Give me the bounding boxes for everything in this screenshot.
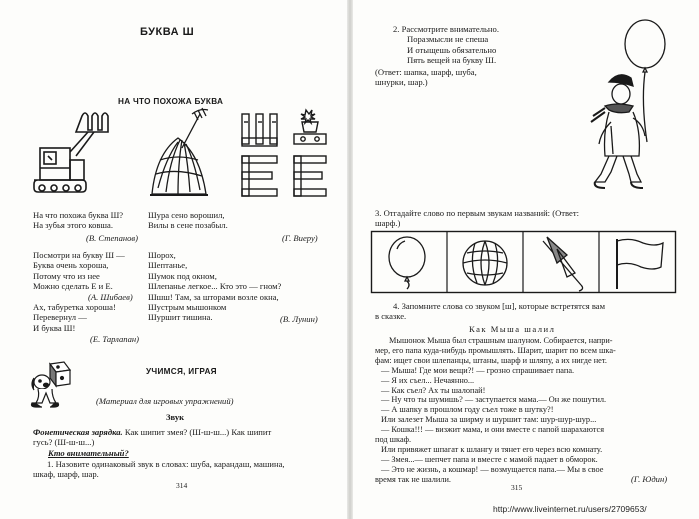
- story-title: Как Мыша шалил: [469, 324, 556, 334]
- material-note: (Материал для игровых упражнений): [96, 396, 234, 406]
- boy-with-balloon-illustration: [583, 18, 683, 198]
- poem-stool: [33, 302, 116, 333]
- poem-line: Шорох,: [148, 250, 176, 260]
- poem-line: Потому что из нее: [33, 270, 100, 281]
- sound-heading: Звук: [166, 412, 185, 422]
- poem-author: (Г. Виеру): [282, 233, 318, 243]
- poem-author: (А. Шибаев): [88, 292, 133, 302]
- poem-line: Буква очень хороша,: [33, 260, 109, 271]
- task-line: в сказке.: [375, 311, 407, 322]
- task-line: И отыщешь обязательно: [407, 44, 497, 55]
- task-3: [375, 208, 579, 229]
- page-number: 314: [176, 481, 188, 490]
- letter-shapes-illustration: [240, 108, 330, 200]
- poem-line: Шептанье,: [148, 260, 188, 271]
- answer-line: (Ответ: шапка, шарф, шуба,: [375, 67, 477, 77]
- poem-look-at-letter: [33, 250, 125, 292]
- story-line: — А шапку в прошлом году съел тоже в шутку?!: [381, 405, 554, 415]
- poem-line: Ах, табуретка хороша!: [33, 302, 116, 312]
- story-line: под шкаф.: [375, 435, 412, 445]
- task-line: Пять вещей на букву Ш.: [407, 55, 497, 66]
- poem-line: Шлепанье легкое... Кто это — гном?: [148, 281, 282, 292]
- page-title: БУКВА Ш: [140, 26, 195, 38]
- task-2-answer: [375, 67, 477, 88]
- poem-line: Шумок под окном,: [148, 270, 217, 281]
- page-315: [351, 0, 699, 519]
- story-line: — Я их съел... Нечаянно...: [381, 375, 475, 385]
- exercise-line: шкаф, шарф, шар.: [33, 469, 99, 480]
- poem-line: Можно сделать Е и Е.: [33, 281, 113, 292]
- poem-author: (Е. Тарлапан): [90, 334, 140, 344]
- story-line: фам: ищет свои шлепанцы, штаны, шарф и шляпу, а их нигде нет.: [375, 355, 607, 365]
- exercise-text: гусь? (Ш-ш-ш...): [33, 437, 95, 448]
- story-line: Мышонок Мыша был страшным шалуном. Собирается, напри-: [389, 336, 613, 345]
- story-line: Или залезет Мыша за ширму и шуршит там: шур-шур-шур...: [381, 415, 597, 425]
- poem-hay: [148, 210, 228, 231]
- poem-line: На что похожа буква Ш?: [33, 210, 124, 220]
- poem-line: Шура сено ворошил,: [148, 210, 225, 220]
- story-line: мер, его папа куда-нибудь промышлять. Шарит, шарит по всем шка-: [375, 345, 616, 355]
- answer-line: шнурки, шар.): [375, 77, 428, 88]
- poem-rustle: [148, 250, 281, 323]
- task-line: шарф.): [375, 218, 401, 229]
- task-2: [393, 24, 499, 66]
- task-4: [375, 301, 605, 322]
- story-line: — Ну что ты шумишь? — заступается мама.— Он же пошутил.: [381, 395, 607, 405]
- section-heading-learn-playing: УЧИМСЯ, ИГРАЯ: [146, 367, 217, 376]
- poem-line: На зубья этого ковша.: [33, 220, 114, 231]
- excavator-illustration: [30, 108, 120, 198]
- poem-line: Шустрым мышонком: [148, 302, 227, 313]
- exercise-label: Кто внимательный?: [48, 448, 129, 458]
- exercise-line: 1. Назовите одинаковый звук в словах: шуба, карандаш, машина,: [47, 459, 285, 469]
- story-line: — Мыша! Где мои вещи?! — грозно спрашивает папа.: [381, 365, 575, 375]
- exercise-text: Как шипит змея? (Ш-ш-ш...) Как шипит: [124, 427, 272, 437]
- story-line: — Как съел? Ах ты шалопай!: [381, 385, 486, 395]
- exercise-label: Фонетическая зарядка.: [33, 427, 123, 437]
- poem-line: Шуршит тишина.: [148, 312, 213, 323]
- watermark-url: http://www.liveinternet.ru/users/2709653/: [493, 504, 647, 514]
- poem-author: (В. Степанов): [86, 233, 139, 243]
- story-line: — Кошка!!! — визжит мама, и они вместе с папой шарахаются: [381, 425, 605, 435]
- page-number: 315: [511, 483, 523, 492]
- poem-line: Шшш! Там, за шторами возле окна,: [148, 291, 279, 302]
- story-line: Или привяжет шпагат к шлангу и тянет его через всю комнату.: [381, 444, 603, 454]
- story-author: (Г. Юдин): [631, 474, 668, 484]
- task-line: 2. Рассмотрите внимательно.: [393, 24, 499, 34]
- poem-ladle: [33, 210, 123, 231]
- story-line: — Змея...— шепчет папа и вместе с мамой падает в обморок.: [381, 454, 598, 464]
- story-text: [375, 336, 616, 485]
- poem-line: Вилы в сене позабыл.: [148, 220, 228, 231]
- exercise-phonetic: [33, 427, 271, 448]
- task-line: 4. Запомните слова со звуком [ш], которые встретятся вам: [393, 301, 606, 311]
- poem-line: Посмотри на букву Ш —: [33, 250, 125, 260]
- poem-author: (В. Лунин): [280, 314, 318, 324]
- poem-line: И буква Ш!: [33, 322, 76, 333]
- task-line: 3. Отгадайте слово по первым звукам названий: (Ответ:: [375, 208, 580, 218]
- haystack-illustration: [148, 108, 210, 198]
- poem-line: Перевернул —: [33, 312, 87, 323]
- story-line: — Это не жизнь, а кошмар! — возмущается папа.— Мы в свое: [381, 464, 604, 474]
- exercise-attentive: [33, 459, 285, 480]
- section-heading-what-looks-like: НА ЧТО ПОХОЖА БУКВА: [118, 97, 224, 106]
- page-314: [0, 0, 349, 519]
- picture-riddle-row: [371, 231, 676, 293]
- story-line: время так не шалили.: [375, 474, 451, 484]
- puppy-with-cube-illustration: [28, 362, 72, 410]
- task-line: Поразмысли не спеша: [407, 34, 489, 45]
